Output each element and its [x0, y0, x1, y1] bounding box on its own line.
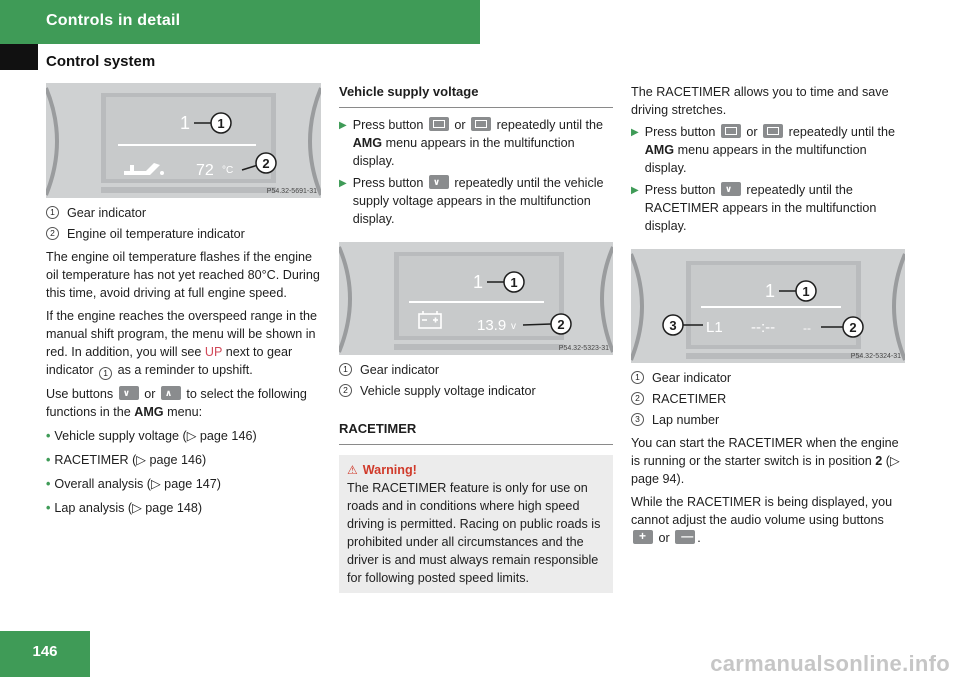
figure-code: P54.32-5324-31: [850, 353, 901, 360]
list-item-text: Lap analysis (▷ page 148): [54, 501, 203, 515]
legend-number: 1: [339, 363, 352, 376]
legend-text: Gear indicator: [360, 363, 440, 377]
page-number-box: [0, 631, 90, 677]
legend-item: [46, 204, 321, 222]
arrow-right-icon: ▶: [631, 185, 639, 196]
list-item-text: RACETIMER (▷ page 146): [54, 453, 207, 467]
display-gear-value: 1: [473, 272, 484, 292]
column-middle: [339, 83, 613, 593]
arrow-right-icon: ▶: [339, 120, 347, 131]
amg-label: AMG: [352, 136, 383, 150]
text-span: Press button: [352, 118, 427, 132]
plus-key-icon: +: [633, 530, 653, 544]
figure-legend: [46, 204, 321, 243]
display-voltage-unit: v: [511, 321, 516, 332]
warning-text: The RACETIMER feature is only for use on roads and in conditions where high speed driving is permitted. Racing on public roads is prohibited under all circumstances and the driver is and must always remain responsible for following posted speed limits.: [347, 481, 601, 585]
warning-title-text: Warning!: [362, 463, 417, 477]
display-gear-value: 1: [180, 113, 191, 133]
chevron-down-key-icon: ∨: [721, 182, 741, 196]
text-span: .: [697, 531, 701, 545]
racetimer-display-illustration: [631, 249, 905, 363]
text-span: While the RACETIMER is being displayed, you cannot adjust the audio volume using buttons: [631, 495, 893, 527]
text-span: menu appears in the multifunction display.: [644, 143, 867, 175]
legend-text: Gear indicator: [652, 371, 732, 385]
instruction-step: [631, 123, 909, 177]
legend-number: 2: [339, 384, 352, 397]
legend-number: 2: [46, 227, 59, 240]
legend-text: RACETIMER: [652, 392, 727, 406]
voltage-display-figure: [339, 242, 613, 355]
text-span: Press button: [644, 183, 719, 197]
legend-item: [631, 390, 909, 408]
display-gear-value: 1: [765, 281, 776, 301]
instruction-step: [339, 116, 613, 170]
legend-number: 3: [631, 413, 644, 426]
figure-callout-1: 1: [802, 284, 810, 299]
text-span: menu:: [163, 405, 203, 419]
legend-item: [631, 411, 909, 429]
chevron-up-key-icon: ∧: [161, 386, 181, 400]
figure-callout-3: 3: [669, 318, 677, 333]
text-span: You can start the RACETIMER when the engine is running or the starter switch is in position: [631, 436, 899, 468]
chevron-down-key-icon: ∨: [429, 175, 449, 189]
text-span: to select the following functions in the: [46, 387, 307, 419]
figure-callout-2: 2: [849, 320, 857, 335]
arrow-right-icon: ▶: [631, 127, 639, 138]
function-list: [46, 427, 321, 517]
legend-text: Gear indicator: [67, 206, 147, 220]
page-number: 146: [32, 643, 58, 660]
list-item: • Lap analysis (▷ page 148): [46, 501, 203, 515]
oil-temp-display-illustration: [46, 83, 321, 198]
figure-legend: [339, 361, 613, 400]
list-item-text: Vehicle supply voltage (▷ page 146): [54, 429, 257, 443]
display-lap-value: L1: [706, 319, 723, 336]
chapter-header-bar: [0, 0, 480, 44]
legend-number: 1: [631, 371, 644, 384]
display-temp-unit: °C: [222, 165, 234, 176]
racetimer-display-figure: [631, 249, 905, 363]
racetimer-start-paragraph: [631, 434, 909, 488]
legend-item: [339, 361, 613, 379]
list-item: • Overall analysis (▷ page 147): [46, 477, 221, 491]
text-span: or: [655, 531, 674, 545]
legend-item: [339, 382, 613, 400]
text-span: or: [450, 118, 470, 132]
legend-text: Vehicle supply voltage indicator: [360, 384, 536, 398]
text-span: Press button: [352, 176, 427, 190]
legend-item: [46, 225, 321, 243]
position-label: 2: [875, 454, 883, 468]
legend-item: [631, 369, 909, 387]
oil-temp-display-figure: [46, 83, 321, 198]
text-span: If the engine reaches the overspeed range in the manual shift program, the menu will be shown in red. In addition, you will see: [46, 309, 317, 359]
voltage-display-illustration: [339, 242, 613, 355]
display-key-icon: [721, 124, 741, 138]
text-span: repeatedly until the vehicle supply voltage appears in the multifunction display.: [352, 176, 604, 226]
instruction-step: [631, 181, 909, 235]
legend-number: 1: [46, 206, 59, 219]
text-span: Use buttons: [46, 387, 117, 401]
figure-callout-1: 1: [510, 275, 518, 290]
chevron-down-key-icon: ∨: [119, 386, 139, 400]
list-item-text: Overall analysis (▷ page 147): [54, 477, 221, 491]
list-item: • Vehicle supply voltage (▷ page 146): [46, 429, 257, 443]
amg-label: AMG: [644, 143, 675, 157]
figure-callout-2: 2: [557, 317, 565, 332]
display-key-icon: [429, 117, 449, 131]
select-functions-paragraph: [46, 385, 321, 421]
warning-triangle-icon: ⚠: [347, 463, 358, 477]
vehicle-supply-voltage-heading: Vehicle supply voltage: [339, 83, 613, 108]
figure-code: P54.32-5323-31: [558, 345, 609, 352]
warning-title: [347, 461, 607, 479]
figure-legend: [631, 369, 909, 429]
legend-text: Engine oil temperature indicator: [67, 227, 245, 241]
text-span: or: [742, 125, 762, 139]
column-left: [46, 83, 321, 523]
display-key-icon: [471, 117, 491, 131]
text-span: next to gear indicator: [46, 345, 293, 377]
warning-box: [339, 455, 613, 593]
inline-number: 1: [99, 367, 112, 380]
watermark: carmanualsonline.info: [710, 651, 950, 676]
legend-text: Lap number: [652, 413, 720, 427]
legend-number: 2: [631, 392, 644, 405]
figure-callout-2: 2: [262, 156, 270, 171]
list-item: • RACETIMER (▷ page 146): [46, 453, 207, 467]
minus-key-icon: —: [675, 530, 695, 544]
text-span: repeatedly until the: [785, 125, 896, 139]
text-span: repeatedly until the: [493, 118, 604, 132]
figure-code: P54.32-5691-31: [266, 188, 317, 195]
text-span: (▷ page 94).: [631, 454, 900, 486]
oil-temp-paragraph: The engine oil temperature flashes if the engine oil temperature has not yet reached 80°C. During this time, avoid driving at full engine speed.: [46, 250, 320, 300]
text-span: as a reminder to upshift.: [114, 363, 253, 377]
display-voltage-value: 13.9: [477, 317, 507, 334]
upshift-indicator-text: UP: [204, 345, 223, 359]
overspeed-paragraph: [46, 307, 321, 380]
racetimer-heading: RACETIMER: [339, 420, 613, 445]
column-right: [631, 83, 909, 547]
racetimer-intro: The RACETIMER allows you to time and save driving stretches.: [631, 85, 889, 117]
section-marker: [0, 44, 38, 70]
text-span: menu appears in the multifunction display.: [352, 136, 575, 168]
display-temp-value: 72: [196, 162, 214, 179]
volume-paragraph: [631, 493, 909, 547]
text-span: repeatedly until the RACETIMER appears in the multifunction display.: [644, 183, 877, 233]
instruction-step: [339, 174, 613, 228]
chapter-title: Controls in detail: [46, 12, 181, 29]
figure-callout-1: 1: [217, 116, 225, 131]
text-span: Press button: [644, 125, 719, 139]
display-time-fraction: --: [803, 321, 811, 335]
amg-label: AMG: [134, 405, 164, 419]
arrow-right-icon: ▶: [339, 178, 347, 189]
display-key-icon: [763, 124, 783, 138]
text-span: or: [140, 387, 159, 401]
section-title: Control system: [46, 53, 156, 70]
display-time-value: --:--: [751, 319, 776, 336]
